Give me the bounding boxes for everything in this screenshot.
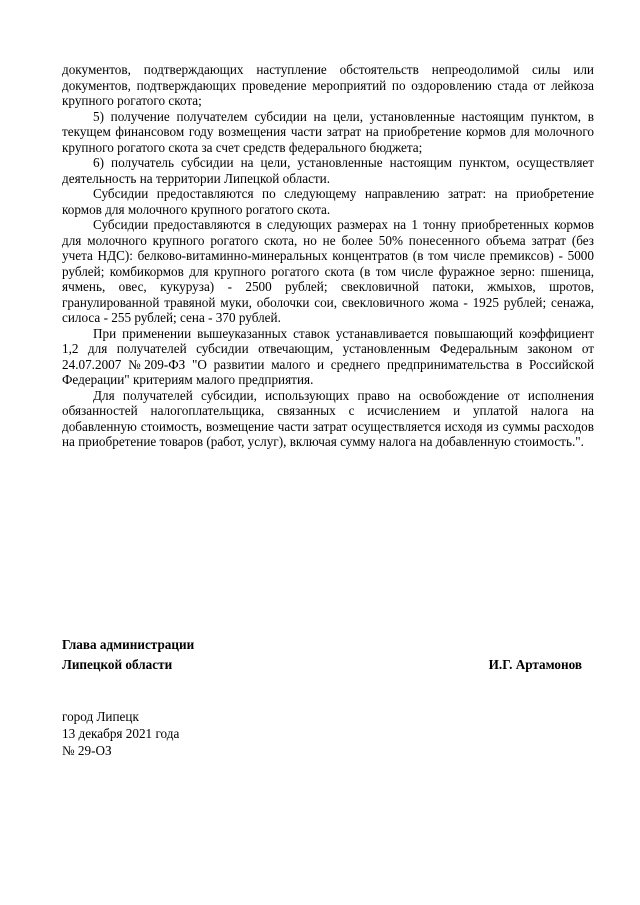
document-body <box>62 62 594 450</box>
paragraph-cost-direction: Субсидии предоставляются по следующему направлению затрат: на приобретение кормов для молочного крупного рогатого скота. <box>62 186 594 217</box>
paragraph-increasing-coefficient: При применении вышеуказанных ставок устанавливается повышающий коэффициент 1,2 для получателей субсидии отвечающим, установленным Федеральным законом от 24.07.2007 №209-ФЗ "О развитии малого и среднего предпринимательства в Российской Федерации" критериям малого предприятия. <box>62 325 594 387</box>
signatory-name: И.Г. Артамонов <box>488 657 582 672</box>
footer-law-number: № 29-ОЗ <box>62 743 112 758</box>
signature-block <box>62 635 594 675</box>
paragraph-condition-6: 6) получатель субсидии на цели, установленные настоящим пунктом, осуществляет деятельность на территории Липецкой области. <box>62 155 594 186</box>
paragraph-conditions-continued: документов, подтверждающих наступление обстоятельств непреодолимой силы или документов, подтверждающих проведение мероприятий по оздоровлению стада от лейкоза крупного рогатого скота; <box>62 62 594 108</box>
signature-row <box>62 655 594 675</box>
paragraph-condition-5: 5) получение получателем субсидии на цели, установленные настоящим пунктом, в текущем финансовом году возмещения части затрат на приобретение кормов для молочного крупного рогатого скота за счет средств федерального бюджета; <box>62 108 594 155</box>
footer-city: город Липецк <box>62 709 139 724</box>
document-footer <box>62 708 179 759</box>
signature-title-line2: Липецкой области <box>62 657 173 672</box>
signature-title-line1: Глава администрации <box>62 637 195 652</box>
paragraph-vat-exemption: Для получателей субсидии, использующих право на освобождение от исполнения обязанностей налогоплательщика, связанных с исчислением и уплатой налога на добавленную стоимость, возмещение части затрат осуществляется исходя из суммы расходов на приобретение товаров (работ, услуг), включая сумму налога на добавленную стоимость.". <box>62 387 594 449</box>
paragraph-subsidy-rates: Субсидии предоставляются в следующих размерах на 1 тонну приобретенных кормов для молочного крупного рогатого скота, но не более 50% понесенного объема затрат (без учета НДС): белково-витаминно-минеральных концентратов (в том числе премиксов) - 5000 рублей; комбикормов для крупного рогатого скота (в том числе фуражное зерно: пшеница, ячмень, овес, кукуруза) - 2500 рублей; свекловичной патоки, жмыхов, шротов, гранулированной травяной муки, оболочки сои, свекловичного жома - 1925 рублей; сенажа, силоса - 255 рублей; сена - 370 рублей. <box>62 217 594 325</box>
footer-date: 13 декабря 2021 года <box>62 726 180 741</box>
